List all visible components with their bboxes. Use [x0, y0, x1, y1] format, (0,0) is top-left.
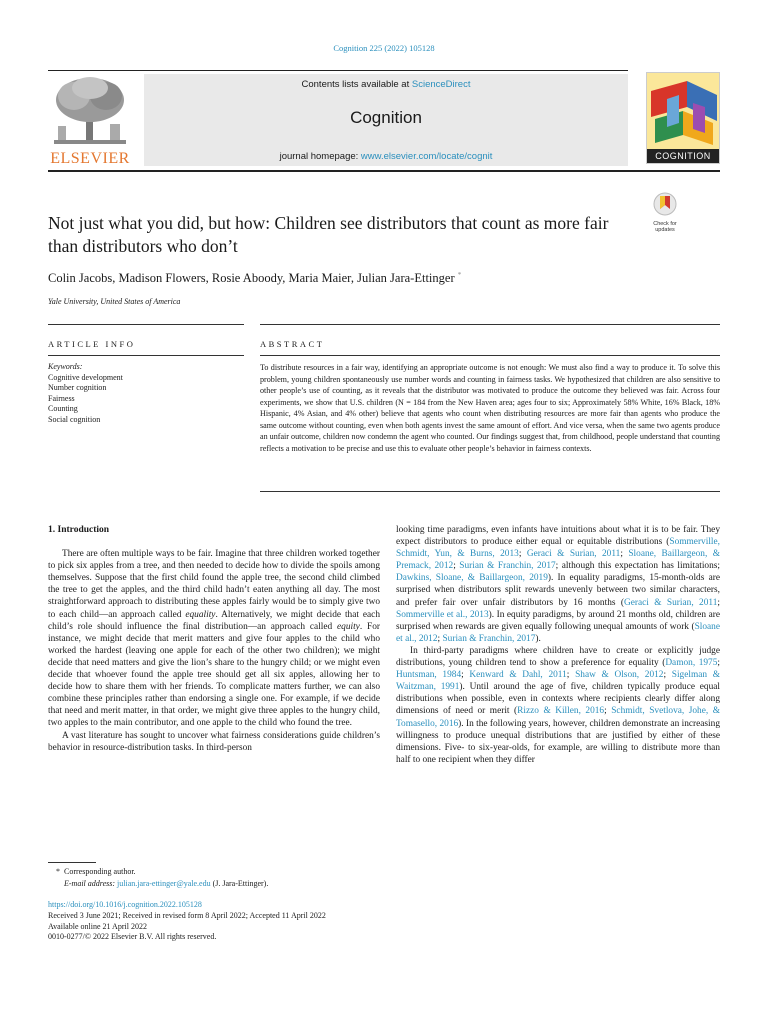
email-suffix: (J. Jara-Ettinger). — [210, 879, 269, 888]
journal-name: Cognition — [350, 108, 422, 127]
text-run: ; — [461, 670, 470, 681]
abstract-rule-bottom — [260, 355, 720, 356]
abstract-heading: ABSTRACT — [260, 339, 325, 349]
publisher-name: ELSEVIER — [50, 150, 130, 167]
text-run: ). In the following years, however, children demonstrate an increasing willingness to produce unequal distributions that are justified by either of these dimensions. Five- to six-year-olds, for example, are willing to distribute more than half to one recipient when they differ — [396, 718, 720, 765]
contents-prefix: Contents lists available at — [301, 79, 412, 90]
text-run: looking time paradigms, even infants have intuitions about what it is to be fair. They expect distributors to produce either equal or equitable distributions ( — [396, 525, 720, 548]
keyword-item: Number cognition — [48, 383, 107, 393]
check-for-updates-button[interactable] — [648, 192, 682, 232]
text-run: ). In equality paradigms, 15-month-olds are surprised when distributors split rewards unevenly between two similar characters, and prefer fair over unfair distributors by 16 months ( — [396, 573, 720, 608]
citation-link[interactable]: Geraci & Surian, 2011 — [624, 597, 718, 608]
journal-citation-link[interactable]: Cognition 225 (2022) 105128 — [333, 43, 435, 53]
term-equality: equality — [185, 609, 216, 620]
citation-link[interactable]: Sloane, Baillargeon, & Premack, 2012 — [396, 549, 720, 572]
text-run: ; — [453, 561, 460, 572]
text-run: ). In equity paradigms, by around 21 months old, children are surprised when rewards are given equally following unequal amounts of work ( — [396, 609, 720, 632]
body-right-column — [396, 524, 720, 766]
intro-paragraph-4 — [396, 645, 720, 766]
cover-label: COGNITION — [647, 149, 719, 163]
header-rule-bottom — [48, 170, 720, 172]
abstract-rule-top — [260, 324, 720, 325]
text-run: ; although this expectation has limitations; — [555, 561, 720, 572]
journal-cover-image — [646, 72, 720, 164]
keyword-item: Counting — [48, 404, 78, 414]
text-run: There are often multiple ways to be fair. Imagine that three children worked together to pick six apples from a tree, and then needed to decide how to divide the spoils among themselves. Suppose that the first child found the apple tree, the second child climbed the tree to get the apples, and the third child hadn’t eaten anything all day. The most straightforward approach to distributing these apples fairly would be to simply give two to each child—an approach called — [48, 549, 380, 620]
footnote-rule — [48, 862, 96, 863]
citation-link[interactable]: Schmidt, Svetlova, Johe, & Tomasello, 2016 — [396, 706, 720, 729]
text-run: . Alternatively, we might decide that each child’s role should influence the final distribution—an approach called — [48, 609, 380, 632]
article-info-rule-top — [48, 324, 244, 325]
keywords-block — [48, 362, 123, 426]
header-rule-top — [48, 70, 628, 71]
corresponding-author-mark[interactable]: * — [457, 271, 462, 279]
section-heading-introduction: 1. Introduction — [48, 525, 110, 535]
journal-homepage-link[interactable]: www.elsevier.com/locate/cognit — [360, 151, 493, 162]
citation-link[interactable]: Geraci & Surian, 2011 — [526, 549, 621, 560]
text-run: ). Until around the age of five, children typically produce equal distributions when possible, even in contexts where recipients clearly differ along dimensions of need or merit ( — [396, 682, 720, 717]
authors-text: Colin Jacobs, Madison Flowers, Rosie Aboody, Maria Maier, Julian Jara-Ettinger — [48, 271, 455, 286]
article-info-heading: ARTICLE INFO — [48, 339, 136, 349]
text-run: ). — [535, 633, 541, 644]
article-info-rule-bottom — [48, 355, 244, 356]
text-run: ; — [437, 633, 443, 644]
keyword-item: Fairness — [48, 393, 75, 403]
keyword-item: Cognitive development — [48, 372, 123, 382]
abstract-text: To distribute resources in a fair way, identifying an appropriate outcome is not enough: We must also find a way to produce it. To solve this problem, young children spontaneously use number words and counting in fairness tasks. We hypothesized that children are also sensitive to other people’s use of counting, as it reveals that the distributor was motivated to produce the outcome they believed was fair. Across four experiments, we show that U.S. children (N = 184 from the New Haven area; ages four to six; Approximately 58% White, 16% Black, 18% Hispanic, 4% Asian, and 4% other) believe that agents who count when distributing resources are more fair than agents who produce the same outcome without counting, even when both agents invest the same amount of effort. And vice versa, when the same two agents produce an unfair outcome, children now condemn the agent who counted. Our findings suggest that, from childhood, people understand that counting reflects a motivation to be precise and use this to evaluate other people’s behavior in fairness contexts. — [260, 363, 720, 453]
elsevier-tree-icon — [50, 74, 130, 146]
footnote-corresponding — [48, 866, 268, 890]
citation-link[interactable]: Sigelman & Waitzman, 1991 — [396, 670, 721, 693]
intro-paragraph-3 — [396, 524, 720, 645]
text-run: ; — [604, 706, 612, 717]
text-run: ; — [717, 658, 721, 669]
email-label: E-mail address: — [64, 879, 118, 888]
crossmark-icon — [653, 192, 677, 216]
available-online: Available online 21 April 2022 — [48, 921, 147, 931]
sciencedirect-link[interactable]: ScienceDirect — [411, 79, 471, 90]
received-dates: Received 3 June 2021; Received in revised form 8 April 2022; Accepted 11 April 2022 — [48, 910, 326, 920]
homepage-prefix: journal homepage: — [279, 151, 361, 162]
corresponding-author-note: Corresponding author. — [64, 867, 136, 876]
homepage-line — [144, 151, 628, 162]
citation-link[interactable]: Shaw & Olson, 2012 — [575, 670, 664, 681]
text-run: ; — [620, 549, 629, 560]
article-title: Not just what you did, but how: Children see distributors that count as more fair than distributors who don’t — [48, 213, 609, 256]
citation-link[interactable]: Dawkins, Sloane, & Baillargeon, 2019 — [396, 573, 548, 584]
contents-line — [144, 79, 628, 90]
journal-header-band — [144, 74, 628, 166]
email-link[interactable]: julian.jara-ettinger@yale.edu — [117, 879, 211, 888]
intro-paragraph-2: A vast literature has sought to uncover what fairness considerations guide children’s behavior in resource-distribution tasks. In third-person — [48, 730, 380, 753]
intro-paragraph-1 — [48, 548, 380, 729]
text-run: ; — [663, 670, 672, 681]
citation-link[interactable]: Surian & Franchin, 2017 — [459, 561, 556, 572]
text-run: . For instance, we might decide that merit matters and give four apples to the child who worked the hardest (leaving one apple for each of the other two children); we might decide that need matters and give the lion’s share to the hungry child; or we might even decide that whoever found the apple tree should get all six apples, allowing her to decide how to share them with her friends. To complicate matters further, we can also combine these principles rather than endorsing a single one. For example, if we decide that need and merit matter, in that order, we might give three apples to the hungry child, two apples to the main contributor, and one apple to the child who found the tree. — [48, 621, 380, 729]
text-run: ; — [566, 670, 576, 681]
text-run: In third-party paradigms where children have to create or explicitly judge distributions, young children tend to show a preference for equality ( — [396, 645, 720, 669]
author-list — [48, 271, 461, 286]
elsevier-logo — [48, 74, 132, 166]
author-affiliation: Yale University, United States of America — [48, 297, 181, 306]
citation-link[interactable]: Surian & Franchin, 2017 — [442, 633, 536, 644]
citation-link[interactable]: Sloane et al., 2012 — [396, 621, 720, 644]
keywords-label: Keywords: — [48, 362, 83, 371]
copyright: 0010-0277/© 2022 Elsevier B.V. All rights reserved. — [48, 932, 217, 942]
publication-info — [48, 900, 326, 943]
body-left-column — [48, 524, 380, 754]
doi-link[interactable]: https://doi.org/10.1016/j.cognition.2022.105128 — [48, 900, 202, 909]
citation-link[interactable]: Damon, 1975 — [665, 658, 718, 669]
cover-art-icon — [647, 73, 720, 151]
crossmark-label: Check for updates — [653, 221, 677, 233]
term-equity: equity — [337, 621, 360, 632]
keyword-item: Social cognition — [48, 414, 101, 424]
text-run: ; — [518, 549, 527, 560]
citation-link[interactable]: Kenward & Dahl, 2011 — [469, 670, 567, 681]
footnote-mark: * — [56, 867, 60, 876]
citation-link[interactable]: Sommerville et al., 2013 — [396, 609, 489, 620]
text-run: ; — [717, 597, 720, 608]
citation-link[interactable]: Rizzo & Killen, 2016 — [517, 706, 605, 717]
citation-link[interactable]: Sommerville, Schmidt, Yun, & Burns, 2013 — [396, 537, 720, 560]
citation-link[interactable]: Huntsman, 1984 — [396, 670, 462, 681]
abstract-rule-end — [260, 491, 720, 492]
